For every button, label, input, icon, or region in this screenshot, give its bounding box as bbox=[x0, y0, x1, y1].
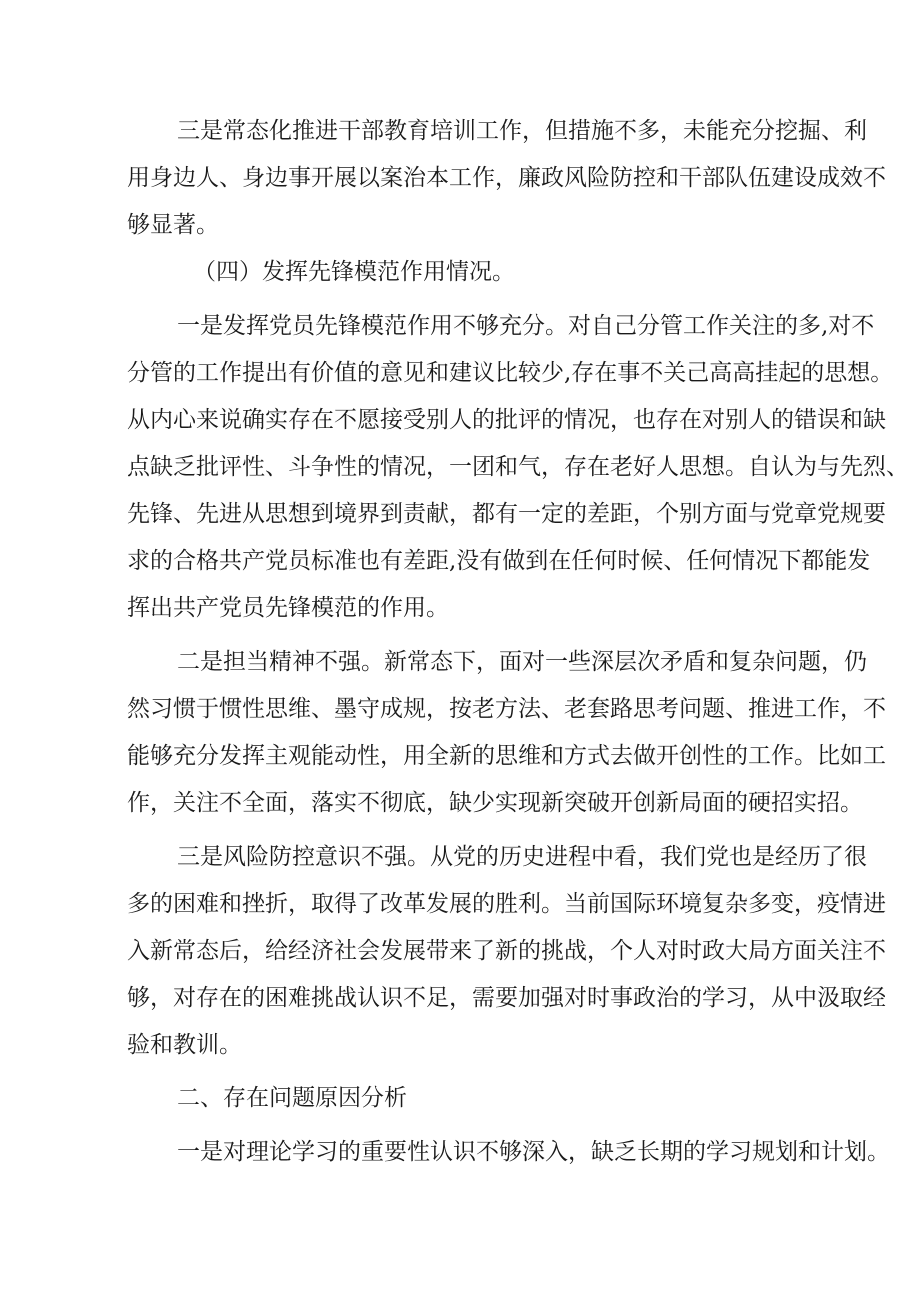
paragraph-line: 求的合格共产党员标准也有差距,没有做到在任何时候、任何情况下都能发 bbox=[127, 548, 871, 574]
paragraph-line: 然习惯于惯性思维、墨守成规，按老方法、老套路思考问题、推进工作，不 bbox=[127, 696, 886, 722]
paragraph-line: 二是担当精神不强。新常态下，面对一些深层次矛盾和复杂问题，仍 bbox=[177, 649, 867, 675]
paragraph-line: 多的困难和挫折，取得了改革发展的胜利。当前国际环境复杂多变，疫情进 bbox=[127, 891, 886, 917]
paragraph-line: 先锋、先进从思想到境界到责献，都有一定的差距，个别方面与党章党规要 bbox=[127, 501, 886, 527]
section-heading: 二、存在问题原因分析 bbox=[177, 1085, 407, 1111]
paragraph-line: 点缺乏批评性、斗争性的情况，一团和气，存在老好人思想。自认为与先烈、 bbox=[127, 454, 909, 480]
paragraph-line: 用身边人、身边事开展以案治本工作，廉政风险防控和干部队伍建设成效不 bbox=[127, 165, 886, 191]
paragraph-line: 能够充分发挥主观能动性，用全新的思维和方式去做开创性的工作。比如工 bbox=[127, 743, 886, 769]
section-heading: （四）发挥先锋模范作用情况。 bbox=[193, 259, 515, 285]
paragraph-line: 分管的工作提出有价值的意见和建议比较少,存在事不关己高高挂起的思想。 bbox=[127, 360, 894, 386]
paragraph-line: 从内心来说确实存在不愿接受别人的批评的情况，也存在对别人的错误和缺 bbox=[127, 407, 886, 433]
paragraph-line: 够显著。 bbox=[127, 212, 219, 238]
paragraph-line: 入新常态后，给经济社会发展带来了新的挑战，个人对时政大局方面关注不 bbox=[127, 938, 886, 964]
paragraph-line: 够，对存在的困难挑战认识不足，需要加强对时事政治的学习，从中汲取经 bbox=[127, 985, 886, 1011]
paragraph-line: 挥出共产党员先锋模范的作用。 bbox=[127, 595, 449, 621]
paragraph-line: 一是对理论学习的重要性认识不够深入，缺乏长期的学习规划和计划。 bbox=[177, 1139, 890, 1165]
paragraph-line: 验和教训。 bbox=[127, 1032, 242, 1058]
paragraph-line: 作，关注不全面，落实不彻底，缺少实现新突破开创新局面的硬招实招。 bbox=[127, 790, 863, 816]
paragraph-line: 一是发挥党员先锋模范作用不够充分。对自己分管工作关注的多,对不 bbox=[177, 313, 875, 339]
paragraph-line: 三是风险防控意识不强。从党的历史进程中看，我们党也是经历了很 bbox=[177, 844, 867, 870]
paragraph-line: 三是常态化推进干部教育培训工作，但措施不多，未能充分挖掘、利 bbox=[177, 118, 867, 144]
